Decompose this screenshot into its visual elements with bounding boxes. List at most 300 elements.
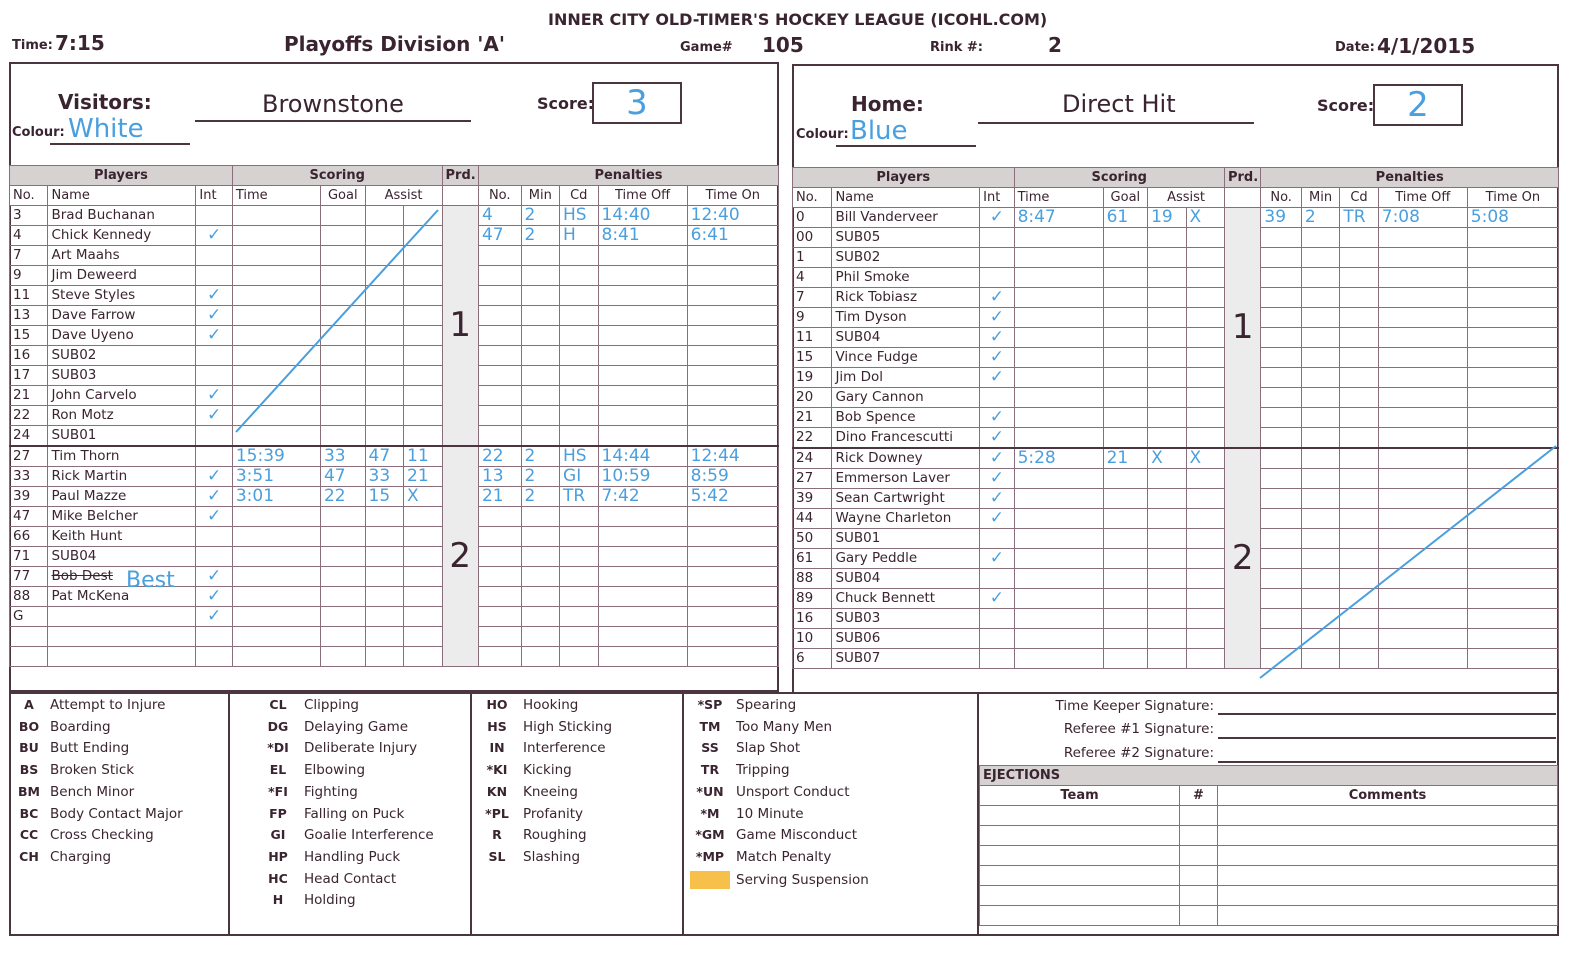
legend-desc: Hooking [523,697,579,713]
legend-desc: Boarding [50,718,111,735]
legend-divider-1 [228,694,230,934]
legend-item [14,827,154,843]
player-name: Dave Farrow [48,306,196,326]
player-name: Rick Tobiasz [832,288,980,308]
col-cd: Cd [1340,188,1378,208]
player-in-game-check[interactable]: ✓ [980,208,1014,228]
legend-item [477,849,580,865]
player-name: SUB01 [48,426,196,447]
legend-item [14,806,183,822]
ejection-cell[interactable] [1218,806,1558,826]
legend-item [14,719,111,735]
legend-item [477,784,578,800]
player-name: Steve Styles [48,286,196,306]
game-label: Game# [680,40,733,55]
player-in-game-check[interactable]: ✓ [196,567,232,587]
player-number: 17 [10,366,48,386]
player-name: SUB04 [48,547,196,567]
legend-code: KN [486,783,508,799]
legend-divider-2 [470,694,472,934]
time-keeper-label: Time Keeper Signature: [1055,698,1214,714]
col-min: Min [1301,188,1339,208]
scoring-assist2: 21 [404,467,442,487]
period-label: 2 [442,446,478,667]
player-name: SUB05 [832,228,980,248]
player-in-game-check[interactable]: ✓ [980,448,1014,469]
legend-code: CH [19,848,39,864]
player-name: Chuck Bennett [832,589,980,609]
legend-item [690,871,869,889]
legend-code: *KI [486,762,508,778]
legend-desc: Match Penalty [736,848,832,865]
visitors-colour-label: Colour: [12,125,65,140]
player-name: Phil Smoke [832,268,980,288]
ejection-row [980,826,1558,846]
player-in-game-check[interactable]: ✓ [980,509,1014,529]
col-time-off: Time Off [1378,188,1467,208]
player-number: 88 [10,587,48,607]
penalty-off: 8:41 [598,226,687,246]
legend-item [14,784,134,800]
col-name: Name [832,188,980,208]
player-number: G [10,607,48,627]
legend-code: *UN [696,783,724,799]
legend-code: CC [19,827,39,843]
legend-desc: Slashing [523,848,581,865]
ejection-cell[interactable] [980,886,1180,906]
penalties-header: Penalties [478,166,778,186]
player-number: 10 [793,629,832,649]
player-name: Dave Uyeno [48,326,196,346]
visitors-score-label: Score: [537,94,595,113]
player-number: 22 [793,428,832,449]
period-header: Prd. [442,166,478,186]
scoring-assist2: X [1186,448,1224,469]
legend-desc: Spearing [736,697,797,713]
col-time-on: Time On [1467,188,1558,208]
rink-label: Rink #: [930,40,983,55]
scoring-assist1: X [1148,448,1186,469]
penalty-no: 21 [478,487,521,507]
ejection-row [980,886,1558,906]
visitors-label: Visitors: [58,90,152,114]
legend-item [690,849,831,865]
player-in-game-check[interactable]: ✓ [196,306,232,326]
scoring-header: Scoring [232,166,442,186]
player-name: Jim Dol [832,368,980,388]
player-name: SUB02 [832,248,980,268]
player-name: Wayne Charleton [832,509,980,529]
ejection-cell[interactable] [980,826,1180,846]
ejection-cell[interactable] [1218,906,1558,926]
legend-code: BS [19,762,39,778]
legend-item [690,697,796,713]
scoring-goal: 33 [320,446,365,467]
player-in-game-check[interactable]: ✓ [980,549,1014,569]
legend-code: *GM [695,827,725,843]
legend-item [690,784,850,800]
player-name: Chick Kennedy [48,226,196,246]
player-number: 88 [793,569,832,589]
player-name: SUB02 [48,346,196,366]
penalty-off: 14:40 [598,206,687,226]
legend-item [14,740,129,756]
legend-code: *DI [267,740,289,756]
referee1-label: Referee #1 Signature: [1063,721,1214,737]
legend-desc: High Sticking [523,718,613,735]
ejection-cell[interactable] [1218,846,1558,866]
legend-code: H [272,892,284,908]
legend-item [258,849,400,865]
penalty-off: 7:08 [1378,208,1467,228]
penalty-min: 2 [521,446,559,467]
legend-code: GI [270,827,286,843]
penalty-no: 22 [478,446,521,467]
legend-item [258,871,396,887]
player-in-game-check[interactable]: ✓ [980,368,1014,388]
player-number: 3 [10,206,48,226]
penalty-on: 12:40 [687,206,778,226]
scoring-assist1: 15 [365,487,403,507]
ejection-cell[interactable] [1180,886,1218,906]
legend-desc: Charging [50,848,112,865]
scoring-goal: 47 [320,467,365,487]
legend-code: BC [19,805,39,821]
player-in-game-check[interactable]: ✓ [980,348,1014,368]
legend-item [477,697,578,713]
legend-desc: 10 Minute [736,805,804,822]
legend-item [477,806,583,822]
player-number: 33 [10,467,48,487]
player-in-game-check[interactable]: ✓ [196,326,232,346]
player-name: Gary Peddle [832,549,980,569]
penalty-off: 7:42 [598,487,687,507]
ejection-cell[interactable] [1180,826,1218,846]
legend-item [258,762,365,778]
player-name: SUB07 [832,649,980,669]
penalty-min: 2 [521,467,559,487]
ejection-cell[interactable] [1218,886,1558,906]
legend-desc: Cross Checking [50,827,154,844]
col-time-off: Time Off [598,186,687,206]
player-number: 7 [10,246,48,266]
penalty-cd: GI [560,467,598,487]
ejections-table [979,765,1558,926]
home-score: 2 [1407,85,1429,125]
players-header: Players [10,166,233,186]
ejection-cell[interactable] [1180,906,1218,926]
player-number: 16 [10,346,48,366]
legend-item [14,762,134,778]
period-label: 1 [1224,208,1260,449]
scoring-goal: 21 [1103,448,1148,469]
col-cd: Cd [560,186,598,206]
legend-desc: Butt Ending [50,740,130,757]
col-pen-no: No. [1261,188,1301,208]
penalty-cd: H [560,226,598,246]
legend-code: HO [486,697,508,712]
ejection-cell[interactable] [1180,806,1218,826]
ejection-cell[interactable] [980,846,1180,866]
legend-item [690,827,857,843]
player-in-game-check[interactable]: ✓ [196,587,232,607]
scoring-assist1: 33 [365,467,403,487]
scoring-assist1: 19 [1148,208,1186,228]
home-colour-label: Colour: [796,127,849,142]
time-value: 7:15 [55,31,105,55]
player-name: Mike Belcher [48,507,196,527]
name-correction: Best [126,568,175,593]
legend-item [690,719,832,735]
legend-item [258,784,358,800]
legend-code: BU [19,740,39,756]
player-name: SUB03 [832,609,980,629]
penalty-on: 6:41 [687,226,778,246]
legend-code: HS [487,718,507,734]
legend-code: *PL [485,805,509,821]
player-in-game-check[interactable]: ✓ [196,286,232,306]
player-in-game-check[interactable]: ✓ [980,288,1014,308]
player-in-game-check[interactable]: ✓ [980,408,1014,428]
ejection-cell[interactable] [980,866,1180,886]
legend-code: HP [268,848,288,864]
player-number: 71 [10,547,48,567]
penalty-off: 14:44 [598,446,687,467]
penalty-no: 39 [1261,208,1301,228]
player-number: 66 [10,527,48,547]
legend-code: FP [269,805,287,821]
scoring-time: 5:28 [1014,448,1103,469]
legend-desc: Attempt to Injure [50,697,166,713]
penalty-off: 10:59 [598,467,687,487]
legend-item [690,740,800,756]
player-name: SUB04 [832,569,980,589]
ejection-cell[interactable] [1180,846,1218,866]
legend-code [690,871,730,889]
player-in-game-check[interactable]: ✓ [980,489,1014,509]
penalty-no: 47 [478,226,521,246]
ejection-row [980,906,1558,926]
visitors-team-name: Brownstone [262,90,404,118]
scoring-goal: 22 [320,487,365,507]
legend-desc: Goalie Interference [304,827,434,844]
ejection-cell[interactable] [1218,826,1558,846]
ejection-row [980,846,1558,866]
date-value: 4/1/2015 [1377,34,1476,58]
player-name: Keith Hunt [48,527,196,547]
player-number: 9 [793,308,832,328]
player-number: 11 [10,286,48,306]
col-name: Name [48,186,196,206]
player-name: Pat McKena [48,587,196,607]
player-name: Emmerson Laver [832,469,980,489]
legend-code: HC [268,870,288,886]
visitors-colour: White [68,114,144,144]
strike-line [1260,446,1556,678]
player-in-game-check[interactable]: ✓ [980,469,1014,489]
legend-desc: Clipping [304,697,359,713]
col-min: Min [521,186,559,206]
legend-code: *SP [697,697,723,712]
player-name: Rick Martin [48,467,196,487]
legend-desc: Interference [523,740,606,757]
col-time-on: Time On [687,186,778,206]
legend-code: BM [18,783,40,799]
legend-desc: Broken Stick [50,762,135,779]
ejection-cell[interactable] [1180,866,1218,886]
ejection-cell[interactable] [980,906,1180,926]
penalty-min: 2 [1301,208,1339,228]
col-time: Time [1014,188,1103,208]
penalty-no: 13 [478,467,521,487]
ejection-cell[interactable] [1218,866,1558,886]
legend-item [477,762,572,778]
visitors-score: 3 [626,83,648,123]
player-in-game-check[interactable]: ✓ [980,328,1014,348]
ejection-row [980,806,1558,826]
player-in-game-check[interactable]: ✓ [196,386,232,406]
player-number: 16 [793,609,832,629]
player-number: 15 [793,348,832,368]
legend-code: *FI [268,783,288,799]
legend-item [258,697,359,713]
player-in-game-check[interactable]: ✓ [980,428,1014,449]
penalty-cd: TR [560,487,598,507]
legend-item [690,762,790,778]
period-header: Prd. [1224,168,1260,188]
scoring-time: 3:51 [232,467,320,487]
player-name: Gary Cannon [832,388,980,408]
player-number: 44 [793,509,832,529]
legend-desc: Elbowing [304,762,366,779]
player-number: 11 [793,328,832,348]
legend-item [258,719,408,735]
penalty-on: 8:59 [687,467,778,487]
player-name: Sean Cartwright [832,489,980,509]
penalty-min: 2 [521,206,559,226]
legend-code: BO [18,718,40,734]
player-number: 39 [793,489,832,509]
player-number: 4 [793,268,832,288]
legend-item [14,849,111,865]
player-in-game-check[interactable]: ✓ [980,589,1014,609]
player-number: 24 [10,426,48,447]
ejections-number-header: # [1180,786,1218,806]
col-time: Time [232,186,320,206]
legend-desc: Body Contact Major [50,805,183,822]
player-number: 21 [793,408,832,428]
player-number: 22 [10,406,48,426]
col-int: Int [980,188,1014,208]
player-number: 24 [793,448,832,469]
time-keeper-signature-line[interactable] [1218,713,1556,715]
player-name: Tim Thorn [48,446,196,467]
referee1-signature-line[interactable] [1218,737,1556,739]
scoring-time: 15:39 [232,446,320,467]
player-name: Ron Motz [48,406,196,426]
home-label: Home: [851,92,924,116]
legend-desc: Bench Minor [50,783,135,800]
legend-item [258,806,404,822]
player-in-game-check[interactable]: ✓ [196,487,232,507]
referee2-signature-line[interactable] [1218,761,1556,763]
scoring-header: Scoring [1014,168,1224,188]
legend-code: SL [488,848,506,864]
player-in-game-check[interactable]: ✓ [980,308,1014,328]
player-number: 20 [793,388,832,408]
player-number: 9 [10,266,48,286]
player-number: 50 [793,529,832,549]
legend-code: SS [701,740,719,756]
penalties-header: Penalties [1261,168,1559,188]
player-in-game-check[interactable]: ✓ [196,406,232,426]
period-label: 2 [1224,448,1260,669]
legend-code: *M [700,805,720,821]
players-header: Players [793,168,1015,188]
legend-desc: Profanity [523,805,584,822]
col-no: No. [10,186,48,206]
player-in-game-check[interactable]: ✓ [196,607,232,627]
legend-desc: Game Misconduct [736,827,857,844]
player-name: Tim Dyson [832,308,980,328]
home-colour: Blue [850,116,908,146]
player-number: 13 [10,306,48,326]
player-number: 47 [10,507,48,527]
legend-desc: Holding [304,892,356,909]
player-number: 4 [10,226,48,246]
penalty-cd: HS [560,446,598,467]
date-label: Date: [1335,40,1375,55]
player-number: 77 [10,567,48,587]
player-name: Paul Mazze [48,487,196,507]
legend-code: IN [489,740,505,756]
scoring-assist2: X [404,487,442,507]
penalty-on: 5:42 [687,487,778,507]
col-goal: Goal [1103,188,1148,208]
legend-desc: Head Contact [304,870,397,887]
player-name: Bob Spence [832,408,980,428]
legend-desc: Falling on Puck [304,805,405,822]
legend-code: EL [269,762,287,778]
legend-desc: Kicking [523,762,572,779]
player-name: Bob Dest [48,567,196,587]
player-name: Vince Fudge [832,348,980,368]
legend-item [14,697,165,713]
player-name: SUB01 [832,529,980,549]
col-assist: Assist [1148,188,1225,208]
player-in-game-check[interactable]: ✓ [196,507,232,527]
player-in-game-check[interactable]: ✓ [196,226,232,246]
player-in-game-check[interactable]: ✓ [196,467,232,487]
legend-desc: Delaying Game [304,718,409,735]
player-name: Art Maahs [48,246,196,266]
legend-code: R [492,827,502,843]
ejection-cell[interactable] [980,806,1180,826]
legend-desc: Kneeing [523,783,578,800]
player-name: SUB06 [832,629,980,649]
penalty-on: 5:08 [1467,208,1558,228]
legend-code: DG [267,718,289,734]
legend-item [477,827,587,843]
home-score-label: Score: [1317,96,1375,115]
ejections-team-header: Team [980,786,1180,806]
player-name: Bill Vanderveer [832,208,980,228]
player-number: 27 [10,446,48,467]
player-number: 1 [793,248,832,268]
scoring-assist2: 11 [404,446,442,467]
scoring-assist2: X [1186,208,1224,228]
legend-desc: Tripping [736,762,790,779]
